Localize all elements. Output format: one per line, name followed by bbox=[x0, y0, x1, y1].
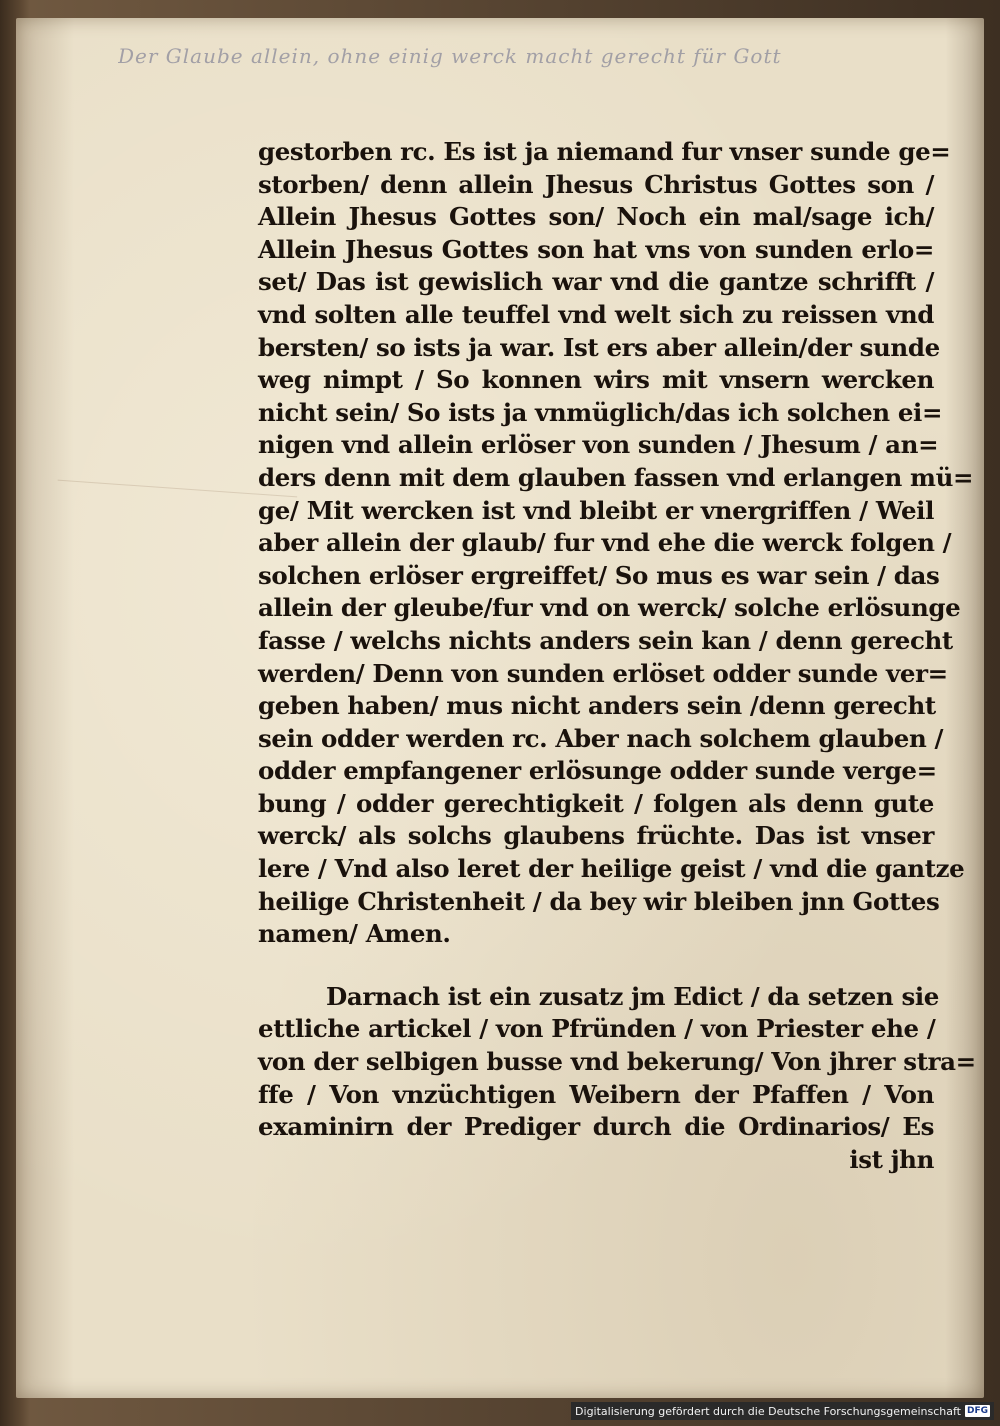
text-line: von der selbigen busse vnd bekerung/ Von jhrer stra= bbox=[258, 1047, 976, 1077]
handwritten-marginal-note: Der Glaube allein, ohne einig werck macht gerecht für Gott bbox=[118, 44, 782, 68]
text-line: solchen erlöser ergreiffet/ So mus es war sein / das bbox=[258, 560, 940, 590]
text-line: nicht sein/ So ists ja vnmüglich/das ich solchen ei= bbox=[258, 397, 943, 427]
text-line: heilige Christenheit / da bey wir bleiben jnn Gottes bbox=[258, 886, 940, 916]
text-line: bersten/ so ists ja war. Ist ers aber allein/der sunde bbox=[258, 332, 940, 362]
text-line: set/ Das ist gewislich war vnd die gantze schrifft / bbox=[258, 267, 934, 297]
text-line: namen/ Amen. bbox=[258, 919, 451, 949]
text-line: ge/ Mit wercken ist vnd bleibt er vnergriffen / Weil bbox=[258, 495, 934, 525]
text-line: ders denn mit dem glauben fassen vnd erlangen mü= bbox=[258, 462, 974, 492]
digitization-credit bbox=[571, 1402, 994, 1420]
catchword: ist jhn bbox=[849, 1144, 934, 1174]
text-line: weg nimpt / So konnen wirs mit vnsern wercken bbox=[258, 365, 934, 395]
dfg-logo-icon: DFG bbox=[966, 1406, 988, 1416]
text-line: sein odder werden rc. Aber nach solchem glauben / bbox=[258, 723, 944, 753]
text-line: ffe / Von vnzüchtigen Weibern der Pfaffen / Von bbox=[258, 1079, 934, 1109]
credit-text: Digitalisierung gefördert durch die Deutsche Forschungsgemeinschaft bbox=[575, 1404, 961, 1418]
text-line: nigen vnd allein erlöser von sunden / Jhesum / an= bbox=[258, 430, 939, 460]
text-line: lere / Vnd also leret der heilige geist / vnd die gantze bbox=[258, 854, 965, 884]
paragraph-2 bbox=[258, 981, 976, 1177]
text-line: odder empfangener erlösunge odder sunde verge= bbox=[258, 756, 937, 786]
text-line: aber allein der glaub/ fur vnd ehe die werck folgen / bbox=[258, 528, 952, 558]
page-text-block bbox=[258, 136, 976, 1176]
paragraph-1 bbox=[258, 136, 974, 951]
text-line: fasse / welchs nichts anders sein kan / denn gerecht bbox=[258, 625, 953, 655]
text-line: bung / odder gerechtigkeit / folgen als denn gute bbox=[258, 788, 934, 818]
text-line: Allein Jhesus Gottes son hat vns von sunden erlo= bbox=[258, 234, 934, 264]
text-line: geben haben/ mus nicht anders sein /denn gerecht bbox=[258, 691, 936, 721]
text-line: storben/ denn allein Jhesus Christus Gottes son / bbox=[258, 169, 934, 199]
paragraph-gap bbox=[258, 951, 934, 981]
text-line: Darnach ist ein zusatz jm Edict / da setzen sie bbox=[326, 981, 939, 1011]
text-line: vnd solten alle teuffel vnd welt sich zu reissen vnd bbox=[258, 299, 934, 329]
text-line: werck/ als solchs glaubens früchte. Das ist vnser bbox=[258, 821, 934, 851]
text-line: examinirn der Prediger durch die Ordinarios/ Es bbox=[258, 1112, 934, 1142]
text-line: werden/ Denn von sunden erlöset odder sunde ver= bbox=[258, 658, 948, 688]
text-line: allein der gleube/fur vnd on werck/ solche erlösunge bbox=[258, 593, 961, 623]
text-line: ettliche artickel / von Pfründen / von Priester ehe / bbox=[258, 1014, 936, 1044]
text-line: gestorben rc. Es ist ja niemand fur vnser sunde ge= bbox=[258, 137, 951, 166]
text-line: Allein Jhesus Gottes son/ Noch ein mal/sage ich/ bbox=[258, 202, 934, 232]
